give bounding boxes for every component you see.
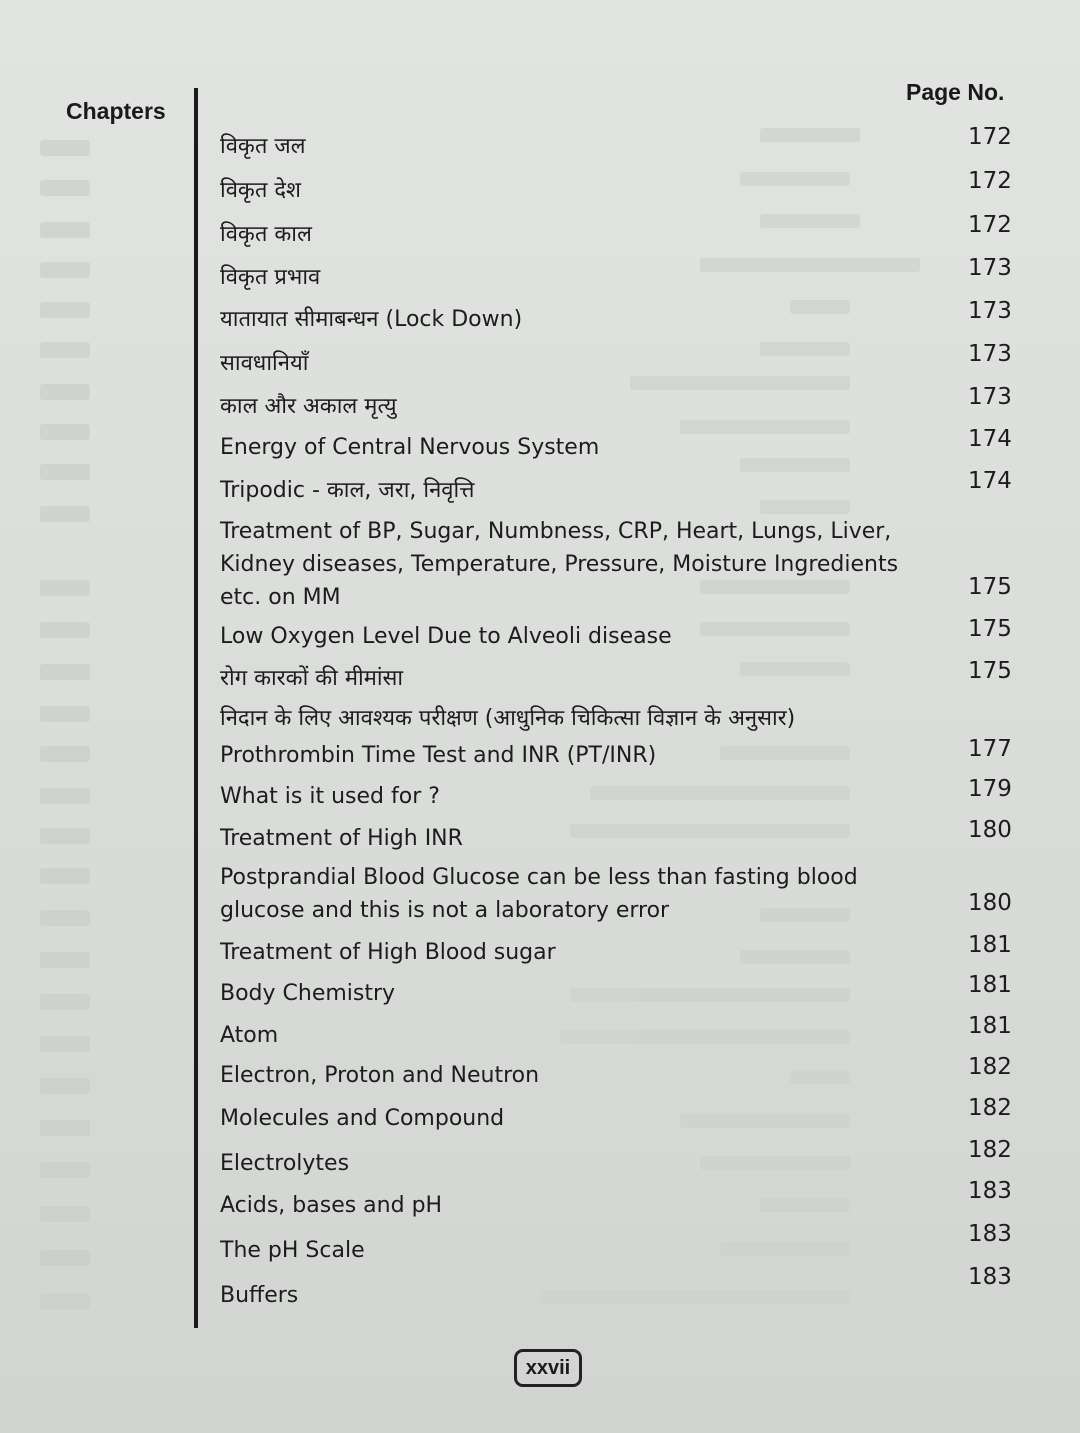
toc-entry xyxy=(220,702,920,735)
toc-entry-title: विकृत जल xyxy=(220,134,306,159)
toc-entry-title-line: etc. on MM xyxy=(220,585,341,610)
toc-entry-title-line: Treatment of BP, Sugar, Numbness, CRP, Heart, Lungs, Liver, xyxy=(220,519,892,544)
toc-entry-title: Acids, bases and pH xyxy=(220,1193,443,1218)
toc-entry-title: Molecules and Compound xyxy=(220,1106,505,1131)
toc-entry-title: Atom xyxy=(220,1023,279,1048)
toc-entry xyxy=(220,474,920,507)
toc-entry-title: Treatment of High INR xyxy=(220,826,463,851)
toc-entry-page: 182 xyxy=(968,1054,1012,1080)
toc-entry xyxy=(220,1147,920,1180)
toc-entry-title: रोग कारकों की मीमांसा xyxy=(220,666,404,691)
toc-entry-page: 175 xyxy=(968,616,1012,642)
toc-entry-page: 174 xyxy=(968,426,1012,452)
toc-entry xyxy=(220,861,920,927)
toc-entry-title: Body Chemistry xyxy=(220,981,396,1006)
toc-entry xyxy=(220,1102,920,1135)
toc-entry-title: Treatment of High Blood sugar xyxy=(220,940,556,965)
toc-entry-page: 183 xyxy=(968,1178,1012,1204)
toc-entry xyxy=(220,977,920,1010)
toc-entry-page: 181 xyxy=(968,972,1012,998)
toc-entry-title-line: Postprandial Blood Glucose can be less than fasting blood xyxy=(220,865,858,890)
toc-entry xyxy=(220,739,920,772)
toc-entry xyxy=(220,431,920,464)
toc-entry-page: 180 xyxy=(968,890,1012,916)
toc-entry-page: 172 xyxy=(968,212,1012,238)
toc-entry-page: 177 xyxy=(968,736,1012,762)
toc-entry xyxy=(220,662,920,695)
toc-entry-title: Energy of Central Nervous System xyxy=(220,435,600,460)
toc-entry-title: Low Oxygen Level Due to Alveoli disease xyxy=(220,624,672,649)
toc-entry-title: सावधानियाँ xyxy=(220,351,309,376)
toc-entry xyxy=(220,347,920,380)
toc-entry-page: 181 xyxy=(968,1013,1012,1039)
toc-entry-title: Electron, Proton and Neutron xyxy=(220,1063,540,1088)
toc-entry xyxy=(220,1019,920,1052)
toc-entry-page: 174 xyxy=(968,468,1012,494)
toc-entry-title: Prothrombin Time Test and INR (PT/INR) xyxy=(220,743,657,768)
toc-entry-page: 183 xyxy=(968,1221,1012,1247)
vertical-divider xyxy=(194,88,198,1328)
toc-entry-page: 183 xyxy=(968,1264,1012,1290)
toc-entry xyxy=(220,1059,920,1092)
toc-entry xyxy=(220,1234,920,1267)
toc-entry-title: निदान के लिए आवश्यक परीक्षण (आधुनिक चिकित्सा विज्ञान के अनुसार) xyxy=(220,706,796,731)
toc-entry xyxy=(220,261,920,294)
toc-entry-title-line: glucose and this is not a laboratory error xyxy=(220,898,670,923)
toc-entry-page: 181 xyxy=(968,932,1012,958)
toc-entry-page: 173 xyxy=(968,298,1012,324)
page-number-badge: xxvii xyxy=(514,1349,582,1387)
toc-entry xyxy=(220,130,920,163)
toc-entry xyxy=(220,822,920,855)
toc-entry-page: 173 xyxy=(968,341,1012,367)
toc-entry-title: विकृत देश xyxy=(220,178,302,203)
toc-entry xyxy=(220,780,920,813)
toc-entry xyxy=(220,303,920,336)
toc-entry-page: 175 xyxy=(968,658,1012,684)
toc-entry-page: 172 xyxy=(968,124,1012,150)
toc-entry-title: Buffers xyxy=(220,1283,299,1308)
toc-entry-page: 173 xyxy=(968,384,1012,410)
toc-entry-page: 175 xyxy=(968,574,1012,600)
toc-entry-title: Electrolytes xyxy=(220,1151,350,1176)
toc-entry-title: What is it used for ? xyxy=(220,784,440,809)
toc-entry xyxy=(220,174,920,207)
toc-entry xyxy=(220,1189,920,1222)
toc-entry xyxy=(220,620,920,653)
toc-entry xyxy=(220,390,920,423)
toc-entry-page: 180 xyxy=(968,817,1012,843)
toc-entry-title: यातायात सीमाबन्धन (Lock Down) xyxy=(220,307,523,332)
toc-entry xyxy=(220,936,920,969)
toc-entry xyxy=(220,515,920,614)
toc-entry xyxy=(220,1279,920,1312)
toc-entry xyxy=(220,218,920,251)
toc-entry-page: 182 xyxy=(968,1137,1012,1163)
toc-entry-page: 173 xyxy=(968,255,1012,281)
toc-entry-page: 179 xyxy=(968,776,1012,802)
toc-entry-page: 182 xyxy=(968,1095,1012,1121)
page-number-column-heading: Page No. xyxy=(906,79,1005,105)
toc-entry-page: 172 xyxy=(968,168,1012,194)
toc-entry-title-line: Kidney diseases, Temperature, Pressure, Moisture Ingredients xyxy=(220,552,899,577)
chapters-column-heading: Chapters xyxy=(66,98,166,124)
toc-entry-title: विकृत प्रभाव xyxy=(220,265,321,290)
toc-entry-title: विकृत काल xyxy=(220,222,312,247)
toc-entry-title: The pH Scale xyxy=(220,1238,365,1263)
toc-entry-title: काल और अकाल मृत्यु xyxy=(220,394,397,419)
toc-entry-title: Tripodic - काल, जरा, निवृत्ति xyxy=(220,478,475,503)
